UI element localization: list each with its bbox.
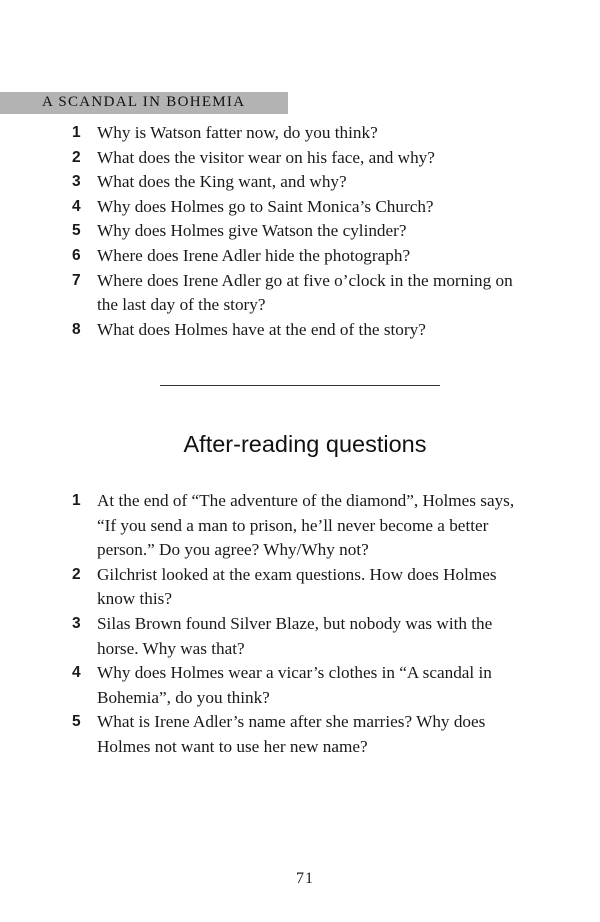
question-number: 5 — [72, 222, 81, 240]
question-item — [0, 269, 537, 318]
question-text: Gilchrist looked at the exam questions. How does Holmes know this? — [97, 564, 497, 609]
section-question-list — [0, 121, 537, 342]
section-title: A SCANDAL IN BOHEMIA — [42, 94, 246, 110]
question-text: What is Irene Adler’s name after she marries? Why does Holmes not want to use her new name? — [97, 712, 486, 756]
question-text: Why does Holmes wear a vicar’s clothes in “A scandal in Bohemia”, do you think? — [97, 663, 492, 707]
question-number: 3 — [72, 614, 81, 632]
question-item — [0, 661, 537, 710]
question-item — [0, 219, 537, 244]
question-number: 2 — [72, 565, 81, 583]
question-number: 6 — [72, 246, 81, 264]
question-number: 5 — [72, 713, 81, 731]
question-number: 3 — [72, 173, 81, 191]
question-item — [0, 244, 537, 269]
question-text: Why does Holmes go to Saint Monica’s Church? — [97, 196, 434, 216]
question-text: What does the King want, and why? — [97, 172, 347, 192]
after-reading-question-list — [0, 489, 537, 760]
question-number: 8 — [72, 320, 81, 338]
question-number: 4 — [72, 664, 81, 682]
question-text: At the end of “The adventure of the diamond”, Holmes says, “If you send a man to prison, he’ll never become a better person.” Do you agree? Why/Why not? — [97, 491, 515, 560]
question-item — [0, 318, 537, 343]
question-text: What does Holmes have at the end of the story? — [97, 319, 426, 339]
question-text: Why does Holmes give Watson the cylinder? — [97, 221, 407, 241]
question-text: Where does Irene Adler go at five o’clock in the morning on the last day of the story? — [97, 270, 513, 315]
question-text: What does the visitor wear on his face, and why? — [97, 147, 435, 167]
question-item — [0, 195, 537, 220]
question-item — [0, 121, 537, 146]
question-number: 1 — [72, 124, 81, 141]
question-item — [0, 146, 537, 171]
question-item — [0, 710, 537, 759]
question-text: Where does Irene Adler hide the photograph? — [97, 245, 411, 265]
question-item — [0, 612, 537, 661]
question-text: Silas Brown found Silver Blaze, but nobody was with the horse. Why was that? — [97, 613, 493, 658]
question-number: 2 — [72, 148, 81, 166]
question-text: Why is Watson fatter now, do you think? — [97, 123, 378, 142]
question-number: 7 — [72, 271, 81, 289]
question-number: 1 — [72, 492, 81, 509]
page-number: 71 — [296, 870, 314, 887]
question-item — [0, 563, 537, 612]
section-divider — [160, 385, 440, 386]
question-item — [0, 170, 537, 195]
question-number: 4 — [72, 197, 81, 215]
question-item — [0, 489, 537, 563]
after-reading-heading: After-reading questions — [183, 431, 427, 457]
